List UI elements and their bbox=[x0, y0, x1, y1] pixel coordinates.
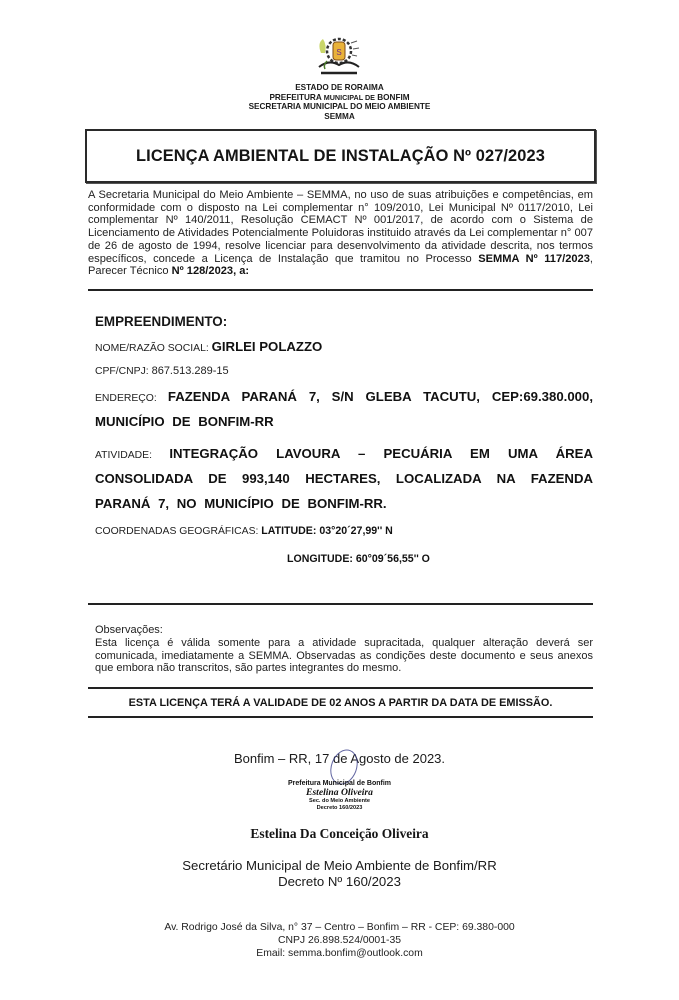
secretariat-acronym: SEMMA bbox=[324, 111, 355, 121]
field-longitude bbox=[287, 553, 587, 565]
field-activity: ATIVIDADE: INTEGRAÇÃO LAVOURA – PECUÁRIA EM UMA ÁREA CONSOLIDADA DE 993,140 HECTARES, LOCALIZADA NA FAZENDA PARANÁ 7, NO MUNICÍPIO DE BONFIM-RR. bbox=[95, 446, 593, 511]
official-stamp: Prefeitura Municipal de Bonfim Estelina Oliveira Sec. do Meio Ambiente Decreto 160/2023 bbox=[287, 780, 392, 811]
decree-number: Decreto Nº 160/2023 bbox=[278, 873, 401, 889]
place-date: Bonfim – RR, 17 de Agosto de 2023. bbox=[233, 751, 446, 766]
section-title-empreendimento: EMPREENDIMENTO: bbox=[95, 314, 228, 329]
field-cpf: CPF/CNPJ: 867.513.289-15 bbox=[95, 365, 229, 377]
divider bbox=[88, 289, 593, 291]
signer-role: Secretário Municipal de Meio Ambiente de Bonfim/RR Decreto Nº 160/2023 bbox=[0, 858, 679, 889]
field-address: ENDEREÇO: FAZENDA PARANÁ 7, S/N GLEBA TACUTU, CEP:69.380.000, MUNICÍPIO DE BONFIM-RR bbox=[95, 389, 593, 429]
coat-of-arms-icon bbox=[313, 33, 365, 79]
observations-text: Esta licença é válida somente para a atividade supracitada, qualquer alteração deverá ser comunicada, imediatamente a SEMMA. Observadas as condições deste documento e seus anexos que embora não transcritos, são partes integrantes do mesmo. bbox=[95, 636, 593, 675]
license-title-box bbox=[85, 129, 596, 183]
divider bbox=[88, 687, 593, 689]
validity-notice: ESTA LICENÇA TERÁ A VALIDADE DE 02 ANOS A PARTIR DA DATA DE EMISSÃO. bbox=[128, 697, 553, 709]
cpf-value: 867.513.289-15 bbox=[151, 365, 229, 377]
footer-email: Email: semma.bonfim@outlook.com bbox=[256, 948, 423, 959]
divider bbox=[88, 716, 593, 718]
activity-value: INTEGRAÇÃO LAVOURA – PECUÁRIA EM UMA ÁREA CONSOLIDADA DE 993,140 HECTARES, LOCALIZADA NA FAZENDA PARANÁ 7, NO MUNICÍPIO DE BONFIM-RR. bbox=[95, 446, 593, 511]
state-name: ESTADO DE RORAIMA bbox=[295, 83, 384, 92]
intro-paragraph: A Secretaria Municipal do Meio Ambiente – SEMMA, no uso de suas atribuições e competências, em conformidade com o disposto na Lei complementar n° 109/2010, Lei Municipal Nº 0117/2010, Lei complementar Nº 140/2011, Resolução CEMACT Nº 001/2017, de acordo com o Sistema de Licenciamento de Atividades Potencialmente Poluidoras instituido através da Lei complementar n° 007 de 26 de agosto de 1994, resolve licenciar para desenvolvimento da atividade descrita, nos termos específicos, concede a Licença de Instalação que tramitou no Processo SEMMA Nº 117/2023, Parecer Técnico Nº 128/2023, a: bbox=[88, 189, 593, 278]
signer-name: Estelina Da Conceição Oliveira bbox=[250, 826, 429, 841]
footer-address: Av. Rodrigo José da Silva, n° 37 – Centro – Bonfim – RR - CEP: 69.380-000 bbox=[164, 922, 515, 933]
process-number: SEMMA Nº 117/2023 bbox=[478, 252, 590, 265]
svg-text:S: S bbox=[336, 48, 342, 57]
technical-opinion-number: Nº 128/2023, a: bbox=[171, 265, 250, 278]
divider bbox=[88, 603, 593, 605]
field-coordinates: COORDENADAS GEOGRÁFICAS: LATITUDE: 03°20´27,99'' N bbox=[95, 525, 393, 537]
license-title: LICENÇA AMBIENTAL DE INSTALAÇÃO Nº 027/2023 bbox=[136, 146, 545, 165]
footer-cnpj: CNPJ 26.898.524/0001-35 bbox=[277, 935, 402, 946]
longitude-value: LONGITUDE: 60°09´56,55'' O bbox=[287, 553, 430, 565]
field-name: NOME/RAZÃO SOCIAL: GIRLEI POLAZZO bbox=[95, 339, 323, 354]
institution-header bbox=[0, 83, 679, 121]
name-value: GIRLEI POLAZZO bbox=[211, 339, 323, 354]
secretariat-name: SECRETARIA MUNICIPAL DO MEIO AMBIENTE bbox=[248, 102, 431, 112]
observations-label: Observações: bbox=[95, 624, 163, 636]
observations bbox=[95, 624, 593, 675]
latitude-value: LATITUDE: 03°20´27,99'' N bbox=[261, 525, 393, 537]
footer-contact bbox=[0, 921, 679, 960]
address-value: FAZENDA PARANÁ 7, S/N GLEBA TACUTU, CEP:69.380.000, MUNICÍPIO DE BONFIM-RR bbox=[95, 389, 593, 429]
prefecture-name: PREFEITURA MUNICIPAL DE BONFIM bbox=[269, 92, 410, 102]
